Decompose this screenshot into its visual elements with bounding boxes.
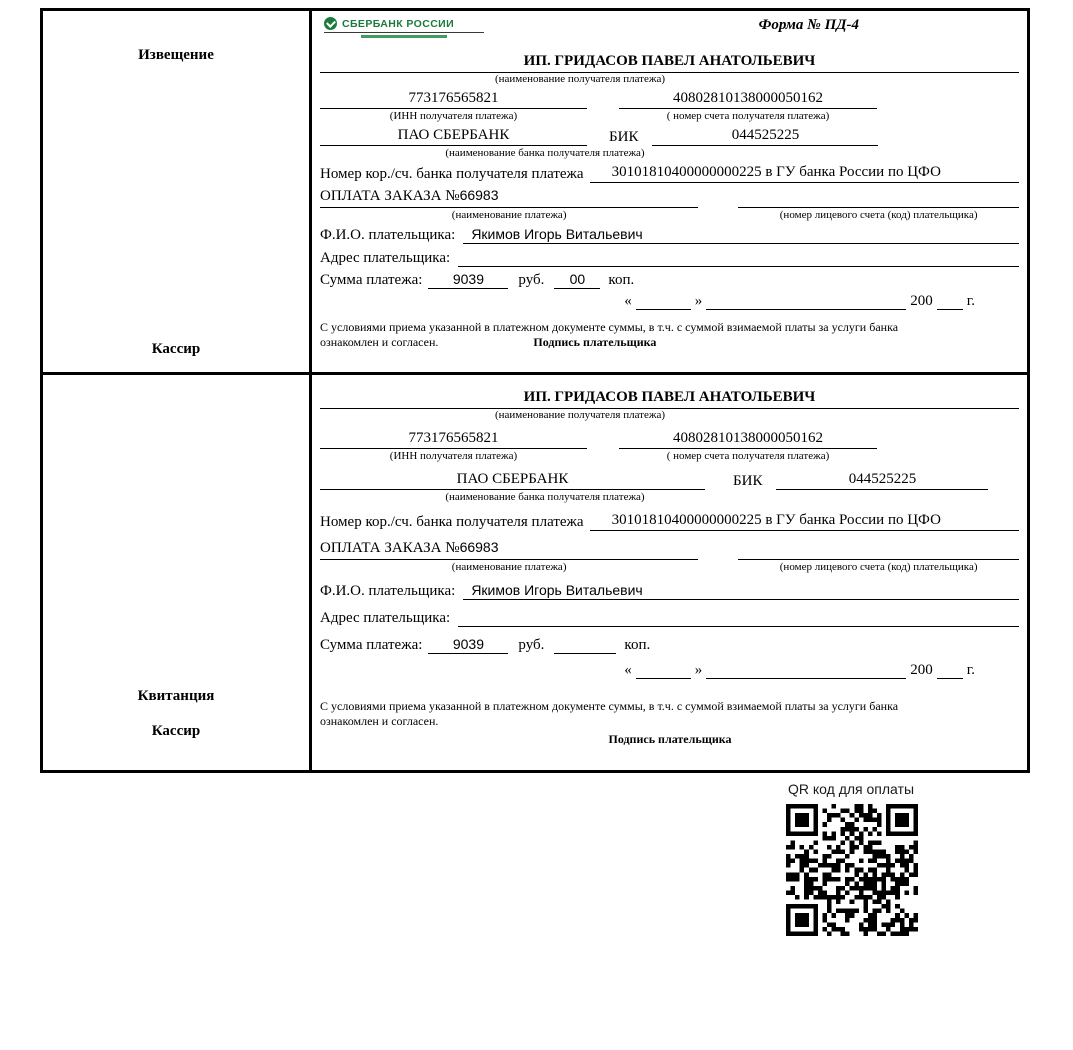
payer-row <box>320 226 1019 244</box>
payment-form <box>40 8 1030 773</box>
inn-account-row <box>320 430 1019 449</box>
kop-blank <box>554 635 616 654</box>
notice-cashier-label: Кассир <box>151 341 201 357</box>
terms-line1: С условиями приема указанной в платежном документе суммы, в т.ч. с суммой взимаемой платы за услуги банка <box>320 699 899 713</box>
bank-caption-row <box>320 147 1019 160</box>
date-day-blank <box>636 665 691 679</box>
terms-line2: ознакомлен и согласен. <box>320 714 439 728</box>
corr-account-row <box>320 512 1019 531</box>
notice-label: Извещение <box>138 47 214 63</box>
year-suffix: г. <box>966 293 975 309</box>
amount-value: 9039 <box>428 636 508 654</box>
recipient-caption: (наименование получателя платежа) <box>494 73 666 85</box>
bik-label: БИК <box>609 129 639 145</box>
address-label: Адрес плательщика: <box>320 610 451 626</box>
amount-label: Сумма платежа: <box>320 637 423 653</box>
sberbank-logo-text: СБЕРБАНК РОССИИ <box>342 17 455 30</box>
purpose-caption: (наименование платежа) <box>451 209 567 221</box>
bik-value: 044525225 <box>776 471 988 490</box>
quote-open: « <box>624 662 632 678</box>
qr-caption: QR код для оплаты <box>788 781 915 797</box>
address-blank <box>458 248 1019 267</box>
notice-body <box>312 11 1027 372</box>
purpose-captions <box>320 209 1019 222</box>
corr-account-row <box>320 164 1019 183</box>
logo-tagline-bar <box>361 35 447 38</box>
bank-row <box>320 471 1019 490</box>
inn-account-captions <box>320 450 1019 463</box>
rub-label: руб. <box>518 637 545 653</box>
corr-label: Номер кор./сч. банка получателя платежа <box>320 166 584 182</box>
account-caption: ( номер счета получателя платежа) <box>666 110 830 122</box>
amount-value: 9039 <box>428 271 508 289</box>
personal-caption: (номер лицевого счета (код) плательщика) <box>779 561 978 573</box>
sberbank-logo-row <box>324 17 484 33</box>
bank-caption: (наименование банка получателя платежа) <box>445 147 645 159</box>
receipt-left-column <box>43 375 312 770</box>
year-prefix: 200 <box>910 293 933 309</box>
purpose-captions <box>320 561 1019 574</box>
year-blank <box>937 296 963 310</box>
recipient-name: ИП. ГРИДАСОВ ПАВЕЛ АНАТОЛЬЕВИЧ <box>320 389 1019 409</box>
bank-caption-row <box>320 491 1019 504</box>
slip-header <box>320 17 1019 53</box>
kop-label: коп. <box>608 272 635 288</box>
receipt-section <box>43 372 1027 770</box>
signature-label: Подпись плательщика <box>533 335 657 349</box>
signature-label: Подпись плательщика <box>608 732 732 746</box>
personal-caption: (номер лицевого счета (код) плательщика) <box>779 209 978 221</box>
purpose-label: ОПЛАТА ЗАКАЗА № <box>320 540 460 556</box>
purpose-value: 66983 <box>459 539 499 555</box>
form-number: Форма № ПД-4 <box>758 17 859 33</box>
purpose-caption: (наименование платежа) <box>451 561 567 573</box>
address-label: Адрес плательщика: <box>320 250 451 266</box>
bank-row <box>320 127 1019 146</box>
bank-name-value: ПАО СБЕРБАНК <box>320 127 587 146</box>
corr-label: Номер кор./сч. банка получателя платежа <box>320 514 584 530</box>
receipt-body <box>312 375 1027 770</box>
address-row <box>320 608 1019 627</box>
sberbank-logo-icon <box>324 17 337 30</box>
quote-open: « <box>624 293 632 309</box>
inn-caption: (ИНН получателя платежа) <box>389 110 518 122</box>
payer-value: Якимов Игорь Витальевич <box>463 226 1019 244</box>
rub-label: руб. <box>518 272 545 288</box>
purpose-value-line <box>320 539 698 560</box>
account-value: 40802810138000050162 <box>619 90 877 109</box>
terms-text <box>320 320 980 350</box>
year-suffix: г. <box>966 662 975 678</box>
corr-value: 30101810400000000225 в ГУ банка России по ЦФО <box>590 512 1019 531</box>
address-blank <box>458 608 1019 627</box>
terms-text <box>320 699 980 729</box>
account-value: 40802810138000050162 <box>619 430 877 449</box>
bik-value: 044525225 <box>652 127 878 146</box>
receipt-label: Квитанция <box>137 688 215 704</box>
corr-value: 30101810400000000225 в ГУ банка России по ЦФО <box>590 164 1019 183</box>
year-prefix: 200 <box>910 662 933 678</box>
quote-close: » <box>694 293 703 309</box>
account-caption: ( номер счета получателя платежа) <box>666 450 830 462</box>
address-row <box>320 248 1019 267</box>
terms-line2-row <box>320 335 980 350</box>
inn-caption: (ИНН получателя платежа) <box>389 450 518 462</box>
payer-row <box>320 582 1019 600</box>
sberbank-logo <box>324 17 484 38</box>
inn-value: 773176565821 <box>320 90 587 109</box>
amount-label: Сумма платежа: <box>320 272 423 288</box>
payer-value: Якимов Игорь Витальевич <box>463 582 1019 600</box>
date-day-blank <box>636 296 691 310</box>
inn-account-row <box>320 90 1019 109</box>
recipient-name: ИП. ГРИДАСОВ ПАВЕЛ АНАТОЛЬЕВИЧ <box>320 53 1019 73</box>
personal-account-blank <box>738 187 1019 208</box>
qr-code <box>786 804 918 936</box>
purpose-label: ОПЛАТА ЗАКАЗА № <box>320 188 460 204</box>
date-month-blank <box>706 665 906 679</box>
notice-section <box>43 11 1027 372</box>
terms-line2: ознакомлен и согласен. <box>320 335 439 349</box>
amount-row <box>320 271 1019 289</box>
purpose-row <box>320 539 1019 560</box>
purpose-row <box>320 187 1019 208</box>
payer-label: Ф.И.О. плательщика: <box>320 583 456 599</box>
date-row <box>320 293 1019 310</box>
purpose-value-line <box>320 187 698 208</box>
date-row <box>320 662 1019 679</box>
amount-row <box>320 635 1019 654</box>
bik-label: БИК <box>733 473 763 489</box>
inn-account-captions <box>320 110 1019 123</box>
kop-label: коп. <box>624 637 651 653</box>
year-blank <box>937 665 963 679</box>
bank-name-value: ПАО СБЕРБАНК <box>320 471 705 490</box>
inn-value: 773176565821 <box>320 430 587 449</box>
purpose-value: 66983 <box>459 187 499 203</box>
receipt-cashier-label: Кассир <box>151 723 201 739</box>
personal-account-blank <box>738 539 1019 560</box>
kop-value: 00 <box>554 271 600 289</box>
qr-block <box>786 781 918 936</box>
bank-caption: (наименование банка получателя платежа) <box>445 491 645 503</box>
payer-label: Ф.И.О. плательщика: <box>320 227 456 243</box>
date-month-blank <box>706 296 906 310</box>
terms-line1: С условиями приема указанной в платежном документе суммы, в т.ч. с суммой взимаемой платы за услуги банка <box>320 320 899 334</box>
notice-left-column <box>43 11 312 372</box>
recipient-caption: (наименование получателя платежа) <box>494 409 666 421</box>
quote-close: » <box>694 662 703 678</box>
